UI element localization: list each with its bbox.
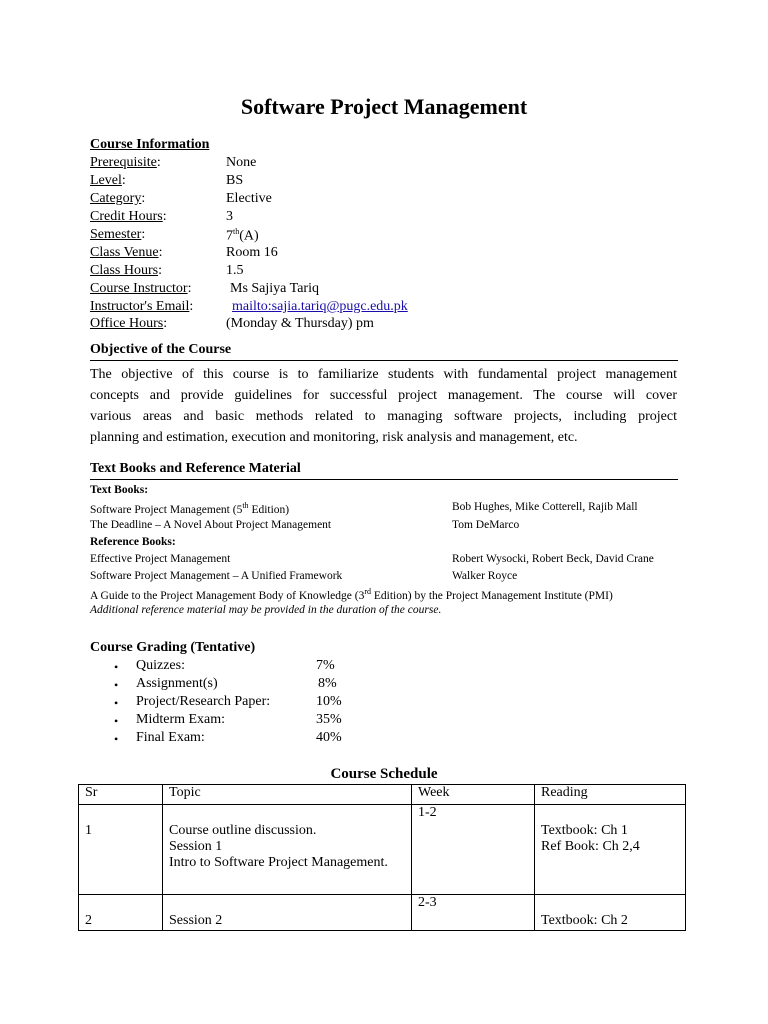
info-label: Prerequisite: (90, 155, 161, 170)
column-header: Topic (163, 785, 412, 805)
objective-paragraph (90, 364, 677, 448)
info-label: Class Hours: (90, 263, 162, 278)
document-title: Software Project Management (240, 94, 528, 119)
schedule-table (78, 784, 686, 931)
info-label: Class Venue: (90, 245, 163, 260)
book-title: The Deadline – A Novel About Project Management (90, 519, 332, 531)
table-cell: Textbook: Ch 1 Ref Book: Ch 2,4 (535, 805, 686, 895)
pmbok-reference: A Guide to the Project Management Body of Knowledge (3rd Edition) by the Project Management Institute (PMI) (90, 587, 613, 602)
objective-line: planning and estimation, execution and monitoring, risk analysis and management, etc. (90, 430, 578, 445)
info-label: Office Hours: (90, 316, 168, 331)
info-label: Course Instructor: (90, 281, 192, 296)
info-value: BS (226, 173, 244, 188)
books-heading: Text Books and Reference Material (90, 461, 301, 476)
info-label: Category: (90, 191, 146, 206)
info-label: Level: (90, 173, 126, 188)
grade-label: Quizzes: (136, 658, 185, 673)
bullet: • (114, 678, 119, 692)
info-value: 3 (226, 209, 233, 224)
objective-line: various areas and basic methods related to managing software projects, including project (90, 409, 677, 424)
grade-label: Midterm Exam: (136, 712, 226, 727)
bullet: • (114, 660, 119, 674)
grade-value: 8% (318, 676, 337, 691)
section-rule (90, 360, 678, 361)
info-value: Room 16 (226, 245, 278, 260)
grade-value: 35% (316, 712, 342, 727)
info-label: Instructor's Email: (90, 299, 194, 314)
table-cell: 2-3 (412, 895, 535, 931)
book-author: Tom DeMarco (452, 519, 520, 531)
grade-label: Project/Research Paper: (136, 694, 271, 709)
column-header: Week (412, 785, 535, 805)
instructor-email-link[interactable]: mailto:sajia.tariq@pugc.edu.pk (232, 299, 408, 314)
grade-value: 40% (316, 730, 342, 745)
book-title: Software Project Management – A Unified Framework (90, 570, 343, 582)
schedule-heading: Course Schedule (330, 766, 438, 782)
column-header: Sr (79, 785, 163, 805)
table-cell: 1 (79, 805, 163, 895)
grade-value: 10% (316, 694, 342, 709)
book-title: Software Project Management (5th Edition) (90, 501, 290, 516)
info-value: None (226, 155, 257, 170)
bullet: • (114, 732, 119, 746)
book-author: Robert Wysocki, Robert Beck, David Crane (452, 553, 654, 565)
text-books-label: Text Books: (90, 484, 149, 496)
reference-books-label: Reference Books: (90, 536, 176, 548)
grade-label: Final Exam: (136, 730, 205, 745)
table-row (79, 895, 686, 931)
info-value: Elective (226, 191, 272, 206)
table-cell: 2 (79, 895, 163, 931)
objective-heading: Objective of the Course (90, 342, 232, 357)
info-value: 7th(A) (226, 227, 259, 244)
grade-value: 7% (316, 658, 335, 673)
table-cell: Session 2 (163, 895, 412, 931)
bullet: • (114, 714, 119, 728)
bullet: • (114, 696, 119, 710)
course-info-heading: Course Information (90, 137, 210, 152)
grade-label: Assignment(s) (136, 676, 218, 691)
reference-note: Additional reference material may be provided in the duration of the course. (90, 604, 442, 616)
table-row (79, 805, 686, 895)
info-value: Ms Sajiya Tariq (230, 281, 319, 296)
book-title: Effective Project Management (90, 553, 231, 565)
table-cell: Course outline discussion. Session 1 Intro to Software Project Management. (163, 805, 412, 895)
book-author: Walker Royce (452, 570, 518, 582)
objective-line: concepts and provide guidelines for successful project management. The course will cover (90, 388, 677, 403)
objective-line: The objective of this course is to familiarize students with fundamental project management (90, 367, 677, 382)
table-cell: Textbook: Ch 2 (535, 895, 686, 931)
info-label: Credit Hours: (90, 209, 167, 224)
table-cell: 1-2 (412, 805, 535, 895)
table-header-row (79, 785, 686, 805)
book-author: Bob Hughes, Mike Cotterell, Rajib Mall (452, 501, 638, 513)
section-rule (90, 479, 678, 480)
info-value: (Monday & Thursday) pm (226, 316, 374, 331)
grading-heading: Course Grading (Tentative) (90, 640, 256, 655)
info-value: 1.5 (226, 263, 244, 278)
info-label: Semester: (90, 227, 146, 242)
column-header: Reading (535, 785, 686, 805)
